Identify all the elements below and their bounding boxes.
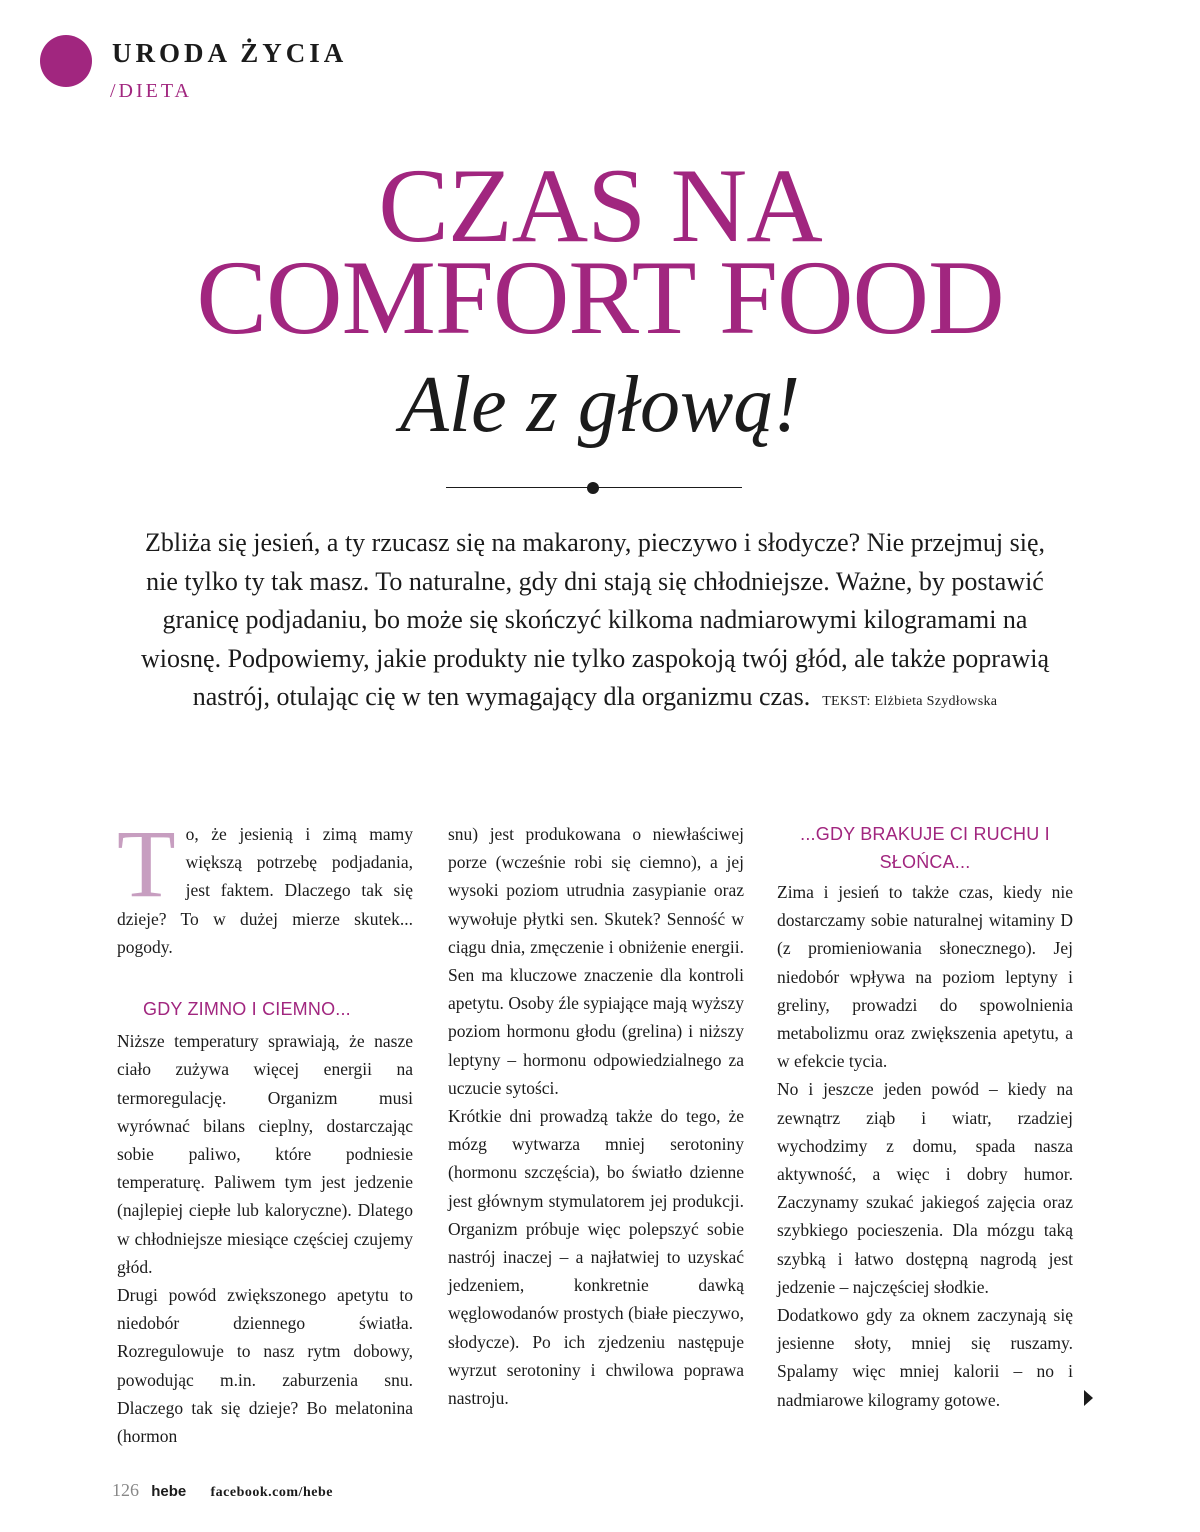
section-heading-cold-dark: GDY ZIMNO I CIEMNO... <box>143 999 351 1020</box>
body-paragraph: Zima i jesień to także czas, kiedy nie dostarczamy sobie naturalnej witaminy D (z promieniowania słonecznego). Jej niedobór wpływa na poziom leptyny i greliny, prowadzi do spowolnienia metabolizmu oraz zwiększenia apetytu, a w efekcie tycia. <box>777 882 1073 1072</box>
article-column-2 <box>448 820 744 1412</box>
lead-paragraph <box>130 524 1060 722</box>
body-paragraph: Dodatkowo gdy za oknem zaczynają się jesienne słoty, mniej się ruszamy. Spalamy więc mniej kalorii – no i nadmiarowe kilogramy gotowe. <box>777 1305 1073 1410</box>
facebook-link[interactable]: facebook.com/hebe <box>210 1485 333 1500</box>
section-heading-movement-sun: ...GDY BRAKUJE CI RUCHU I SŁOŃCA... <box>800 824 1050 872</box>
headline-line-2: COMFORT FOOD <box>196 239 1004 356</box>
body-paragraph: snu) jest produkowana o niewłaściwej porze (wcześnie robi się ciemno), a jej wysoki poziom utrudnia zasypianie oraz wywołuje płytki sen. Skutek? Senność w ciągu dnia, zmęczenie i obniżenie energii. Sen ma kluczowe znaczenie dla kontroli apetytu. Osoby źle sypiające mają wyższy poziom hormonu głodu (grelina) i niższy leptyny – hormonu odpowiedzialnego za uczucie sytości. <box>448 824 744 1098</box>
page-footer <box>112 1480 333 1501</box>
body-paragraph: Niższe temperatury sprawiają, że nasze ciało zużywa więcej energii na termoregulację. Organizm musi wyrównać bilans cieplny, dostarczając sobie paliwo, które podniesie temperaturę. Paliwem tym jest jedzenie (najlepiej ciepłe lub kaloryczne). Dlatego w chłodniejsze miesiące częściej czujemy głód. <box>117 1031 413 1277</box>
lead-text: Zbliża się jesień, a ty rzucasz się na makarony, pieczywo i słodycze? Nie przejmuj się, nie tylko ty tak masz. To naturalne, gdy dni stają się chłodniejsze. Ważne, by postawić granicę podjadaniu, bo może się skończyć kilkoma nadmiarowymi kilogramami na wiosnę. Podpowiemy, jakie produkty nie tylko zaspokoją twój głód, ale także poprawią nastrój, otulając cię w ten wymagający dla organizmu czas. <box>140 528 1050 711</box>
body-paragraph: Krótkie dni prowadzą także do tego, że mózg wytwarza mniej serotoniny (hormonu szczęścia), bo światło dzienne jest głównym stymulatorem jej produkcji. Organizm próbuje więc polepszyć sobie nastrój inaczej – a najłatwiej to uzyskać jedzeniem, konkretnie dawką węglowodanów prostych (białe pieczywo, słodycze). Po ich zjedzeniu następuje wyrzut serotoniny i chwilowa poprawa nastroju. <box>448 1106 744 1409</box>
drop-cap: T <box>117 810 176 917</box>
body-paragraph: No i jeszcze jeden powód – kiedy na zewnątrz ziąb i wiatr, rzadziej wychodzimy z domu, spada nasza aktywność, a więc i dobry humor. Zaczynamy szukać jakiegoś zajęcia oraz szybkiego pocieszenia. Dla mózgu taką szybką i łatwo dostępną nagrodą jest jedzenie – najczęściej słodkie. <box>777 1079 1073 1297</box>
triangle-right-icon <box>1084 1390 1093 1406</box>
section-title: URODA ŻYCIA <box>112 38 348 68</box>
section-subtitle: /DIETA <box>110 80 192 102</box>
body-paragraph: Drugi powód zwiększonego apetytu to niedobór dziennego światła. Rozregulowuje to nasz rytm dobowy, powodując m.in. zaburzenia snu. Dlaczego tak się dzieje? Bo melatonina (hormon <box>117 1285 413 1447</box>
subheadline: Ale z głową! <box>400 361 800 449</box>
ornamental-divider <box>446 480 742 496</box>
headline <box>0 147 1200 356</box>
headline-line-1: CZAS NA <box>378 147 822 264</box>
intro-paragraph: o, że jesienią i zimą mamy większą potrzebę podjadania, jest faktem. Dlaczego tak się dzieje? To w dużej mierze skutek... pogody. <box>117 824 413 957</box>
author-credit: TEKST: Elżbieta Szydłowska <box>822 694 998 709</box>
article-column-1 <box>117 810 413 1450</box>
divider-dot-icon <box>587 482 599 494</box>
article-column-3 <box>777 820 1073 1414</box>
brand-logo: hebe <box>151 1483 187 1500</box>
section-dot-icon <box>40 35 92 87</box>
page-number: 126 <box>112 1480 139 1500</box>
